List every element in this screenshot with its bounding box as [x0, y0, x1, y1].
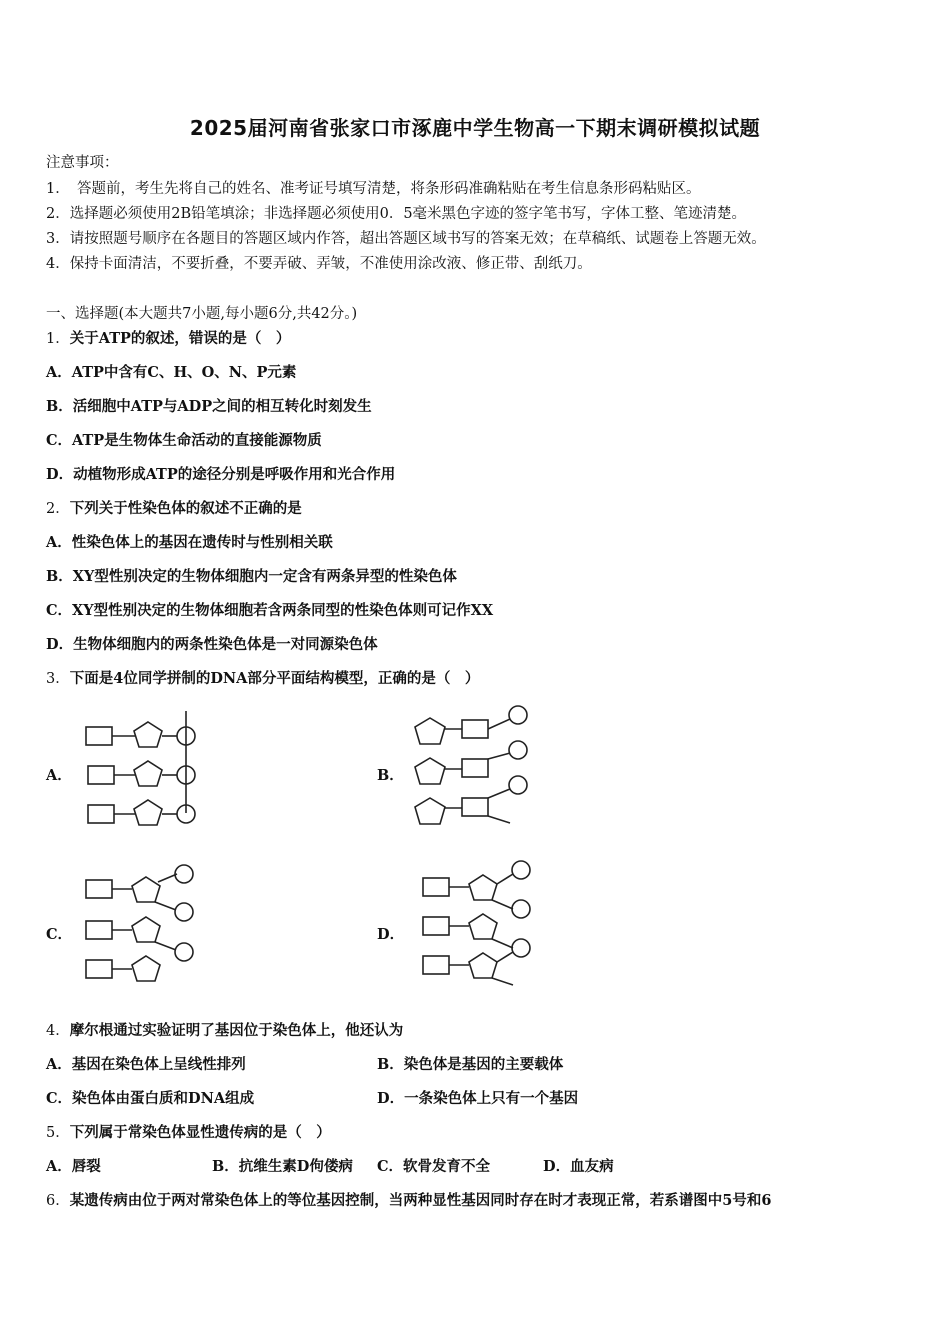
base-rect [462, 759, 488, 777]
question-number: 6． [46, 1193, 70, 1209]
q4-option-d[interactable]: D．一条染色体上只有一个基因 [377, 1090, 579, 1107]
base-rect [462, 798, 488, 816]
nucleotide [415, 706, 527, 744]
question-stem: 某遗传病由位于两对常染色体上的等位基因控制，当两种显性基因同时存在时才表现正常，若系谱图中5号和6 [69, 1192, 772, 1209]
sugar-pentagon [469, 875, 497, 900]
sugar-pentagon [415, 758, 445, 784]
question-number: 4． [46, 1023, 70, 1039]
nucleotide [86, 865, 193, 910]
phosphate-circle [175, 865, 193, 883]
q1-option-c[interactable]: C．ATP是生物体生命活动的直接能源物质 [46, 432, 322, 449]
phosphate-circle [512, 861, 530, 879]
page-title: 2025届河南省张家口市涿鹿中学生物高一下期末调研模拟试题 [189, 116, 761, 140]
question-stem: 摩尔根通过实验证明了基因位于染色体上，他还认为 [69, 1022, 404, 1039]
q2-option-b[interactable]: B．XY型性别决定的生物体细胞内一定含有两条异型的性染色体 [46, 568, 457, 585]
base-rect [423, 917, 449, 935]
q5-option-d[interactable]: D．血友病 [543, 1158, 614, 1175]
question-stem: 下列属于常染色体显性遗传病的是（ ） [69, 1124, 331, 1141]
question-number: 5． [46, 1125, 70, 1141]
question-number: 3． [46, 671, 70, 687]
base-rect [86, 921, 112, 939]
dna-model-a [80, 705, 210, 840]
notice-item: 3．请按照题号顺序在各题目的答题区域内作答，超出答题区域书写的答案无效；在草稿纸、试题卷上答题无效。 [46, 231, 766, 247]
nucleotide [423, 900, 530, 948]
q1-option-d[interactable]: D．动植物形成ATP的途径分别是呼吸作用和光合作用 [46, 466, 396, 483]
nucleotide [88, 761, 195, 786]
base-rect [88, 766, 114, 784]
phosphate-circle [512, 939, 530, 957]
base-rect [86, 880, 112, 898]
phosphate-circle [175, 903, 193, 921]
base-rect [462, 720, 488, 738]
nucleotide [86, 903, 193, 950]
base-rect [86, 727, 112, 745]
q2-option-a[interactable]: A．性染色体上的基因在遗传时与性别相关联 [46, 534, 333, 551]
question-4 [46, 1019, 403, 1040]
sugar-pentagon [469, 914, 497, 939]
sugar-pentagon [134, 722, 162, 747]
nucleotide [86, 722, 195, 747]
q3-label-d[interactable]: D． [377, 926, 405, 943]
notice-item: 4．保持卡面清洁，不要折叠，不要弄破、弄皱，不准使用涂改液、修正带、刮纸刀。 [46, 256, 592, 272]
q4-option-b[interactable]: B．染色体是基因的主要载体 [377, 1056, 564, 1073]
q3-label-a[interactable]: A． [46, 767, 72, 784]
sugar-pentagon [132, 917, 160, 942]
dna-model-d [415, 860, 545, 995]
base-rect [423, 956, 449, 974]
q2-option-c[interactable]: C．XY型性别决定的生物体细胞若含两条同型的性染色体则可记作XX [46, 602, 494, 619]
phosphate-circle [509, 776, 527, 794]
nucleotide [423, 939, 530, 985]
nucleotide [415, 741, 527, 784]
notice-heading: 注意事项： [46, 155, 119, 171]
q3-label-c[interactable]: C． [46, 926, 73, 943]
question-5 [46, 1121, 331, 1142]
q3-label-b[interactable]: B． [377, 767, 404, 784]
phosphate-circle [175, 943, 193, 961]
question-6 [46, 1189, 771, 1210]
question-number: 2． [46, 501, 70, 517]
q5-option-a[interactable]: A．唇裂 [46, 1158, 101, 1175]
q5-option-b[interactable]: B．抗维生素D佝偻病 [212, 1158, 353, 1175]
sugar-pentagon [134, 761, 162, 786]
question-1 [46, 327, 290, 348]
notice-item: 1． 答题前，考生先将自己的姓名、准考证号填写清楚，将条形码准确粘贴在考生信息条形码粘贴区。 [46, 181, 701, 197]
sugar-pentagon [469, 953, 497, 978]
q1-option-a[interactable]: A．ATP中含有C、H、O、N、P元素 [46, 364, 297, 381]
sugar-pentagon [134, 800, 162, 825]
question-2 [46, 497, 302, 518]
dna-model-c [80, 862, 210, 997]
q5-option-c[interactable]: C．软骨发育不全 [377, 1158, 491, 1175]
sugar-pentagon [132, 956, 160, 981]
phosphate-circle [509, 706, 527, 724]
phosphate-circle [509, 741, 527, 759]
question-stem: 下面是4位同学拼制的DNA部分平面结构模型，正确的是（ ） [69, 670, 480, 687]
base-rect [88, 805, 114, 823]
question-stem: 下列关于性染色体的叙述不正确的是 [69, 500, 302, 517]
sugar-pentagon [415, 718, 445, 744]
sugar-pentagon [415, 798, 445, 824]
q4-option-a[interactable]: A．基因在染色体上呈线性排列 [46, 1056, 246, 1073]
q1-option-b[interactable]: B．活细胞中ATP与ADP之间的相互转化时刻发生 [46, 398, 372, 415]
q2-option-d[interactable]: D．生物体细胞内的两条性染色体是一对同源染色体 [46, 636, 378, 653]
question-stem: 关于ATP的叙述，错误的是（ ） [69, 330, 291, 347]
section-heading: 一、选择题(本大题共7小题,每小题6分,共42分。) [46, 306, 358, 322]
dna-model-b [410, 703, 540, 838]
base-rect [86, 960, 112, 978]
nucleotide [423, 861, 530, 909]
base-rect [423, 878, 449, 896]
notice-item: 2．选择题必须使用2B铅笔填涂；非选择题必须使用0．5毫米黑色字迹的签字笔书写，字体工整、笔迹清楚。 [46, 206, 747, 222]
nucleotide [88, 800, 195, 825]
question-number: 1． [46, 331, 70, 347]
question-3 [46, 667, 479, 688]
sugar-pentagon [132, 877, 160, 902]
phosphate-circle [512, 900, 530, 918]
q4-option-c[interactable]: C．染色体由蛋白质和DNA组成 [46, 1090, 255, 1107]
nucleotide [86, 943, 193, 981]
